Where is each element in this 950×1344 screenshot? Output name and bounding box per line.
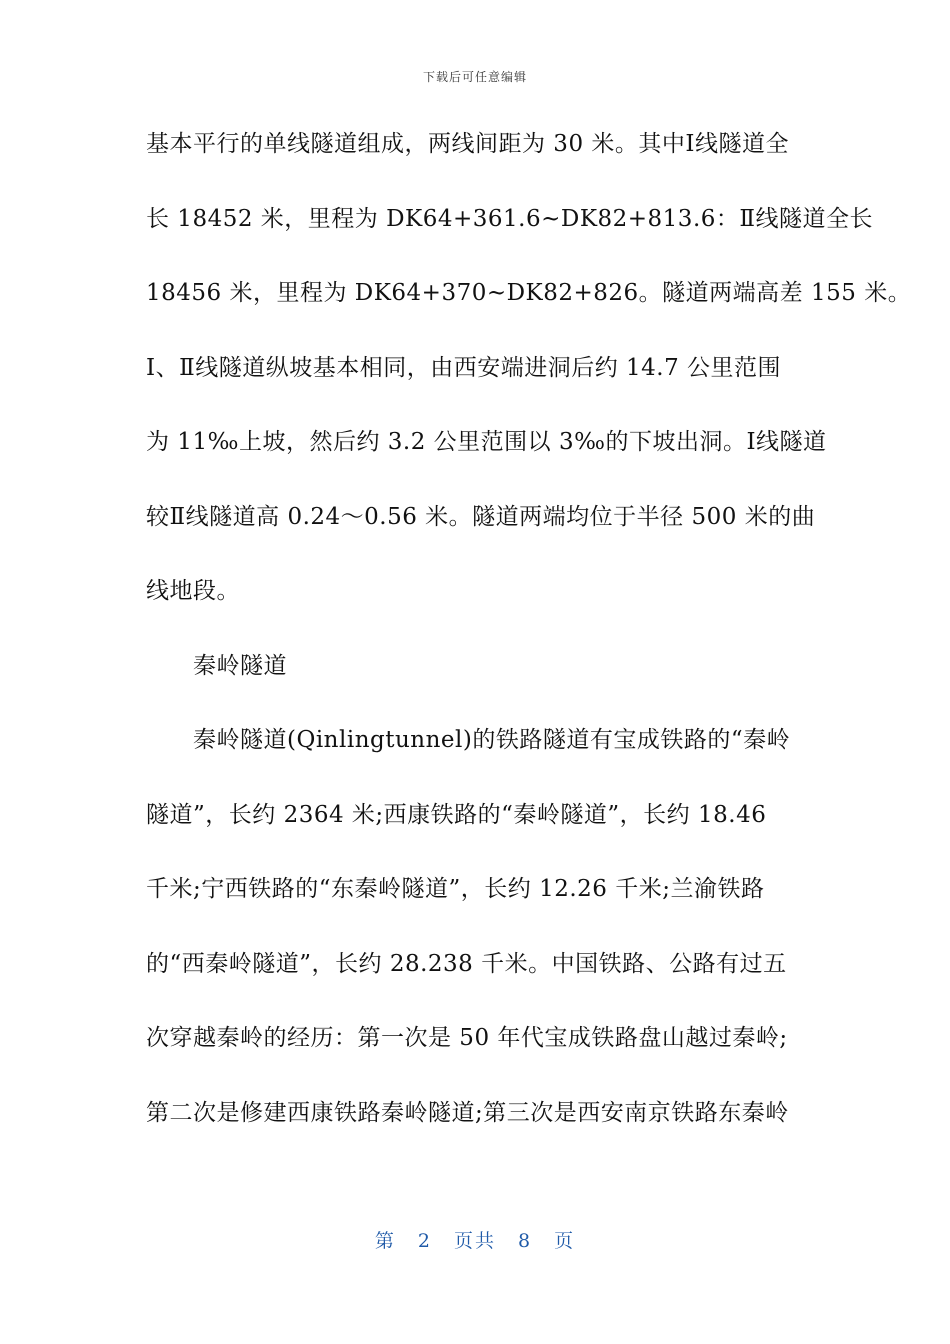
body-line: 的“西秦岭隧道”，长约 28.238 千米。中国铁路、公路有过五 [146, 950, 787, 977]
body-line: 秦岭隧道(Qinlingtunnel)的铁路隧道有宝成铁路的“秦岭 [193, 727, 791, 753]
body-line: 线地段。 [146, 578, 240, 604]
total-pages-number: 8 [518, 1230, 533, 1252]
body-line: 18456 米，里程为 DK64+370~DK82+826。隧道两端高差 155 米。 [146, 280, 912, 306]
body-line: 隧道”，长约 2364 米;西康铁路的“秦岭隧道”，长约 18.46 [146, 801, 767, 828]
section-heading: 秦岭隧道 [193, 652, 287, 679]
body-line: 较Ⅱ线隧道高 0.24～0.56 米。隧道两端均位于半径 500 米的曲 [146, 503, 816, 530]
footer-prefix: 第 [374, 1230, 396, 1252]
body-line: 千米;宁西铁路的“东秦岭隧道”，长约 12.26 千米;兰渝铁路 [146, 876, 765, 902]
page-footer [0, 1226, 950, 1253]
body-line: 第二次是修建西康铁路秦岭隧道;第三次是西安南京铁路东秦岭 [146, 1099, 789, 1126]
body-line: 次穿越秦岭的经历：第一次是 50 年代宝成铁路盘山越过秦岭; [146, 1025, 788, 1051]
body-line: Ⅰ、Ⅱ线隧道纵坡基本相同，由西安端进洞后约 14.7 公里范围 [146, 354, 782, 381]
footer-middle: 页共 [453, 1230, 496, 1252]
body-line: 长 18452 米，里程为 DK64+361.6~DK82+813.6：Ⅱ线隧道全长 [146, 205, 874, 232]
document-body [146, 124, 912, 1167]
body-line: 为 11‰上坡，然后约 3.2 公里范围以 3‰的下坡出洞。Ⅰ线隧道 [146, 429, 827, 455]
body-line: 基本平行的单线隧道组成，两线间距为 30 米。其中Ⅰ线隧道全 [146, 131, 789, 157]
current-page-number: 2 [417, 1230, 432, 1252]
page-header: 下载后可任意编辑 [422, 70, 527, 84]
footer-suffix: 页 [554, 1230, 576, 1252]
